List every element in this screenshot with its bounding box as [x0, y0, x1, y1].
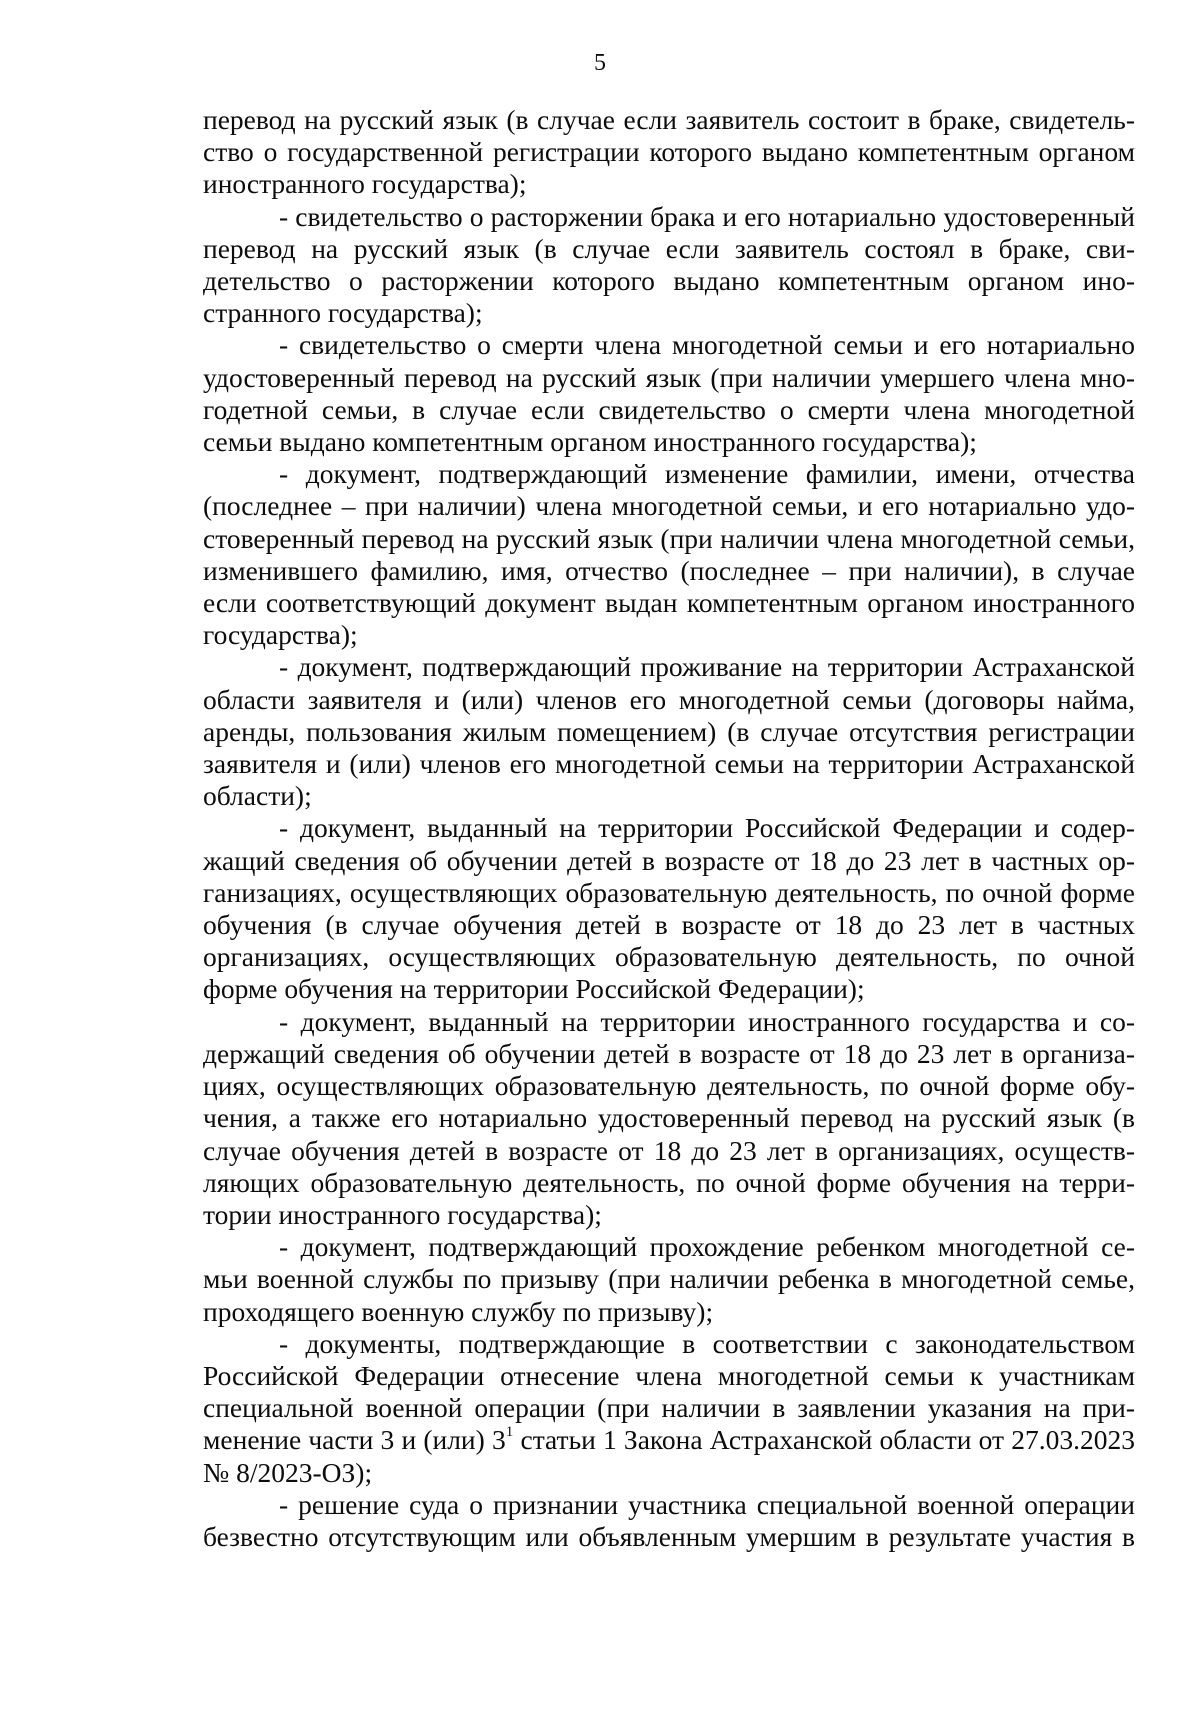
paragraph-residence-document: - документ, подтверждающий проживание на территории Астраханской области заявителя и (или) членов его многодетной семьи (договоры найма, аренды, пользования жилым помещением) (в случае отсутствия регистрации заявителя и (или) членов его многодетной семьи на территории Астраханской области); — [203, 651, 1135, 812]
paragraph-education-russia: - документ, выданный на территории Российской Федерации и содержащий сведения об обучении детей в возрасте от 18 до 23 лет в частных организациях, осуществляющих образовательную деятельность, по очной форме обучения (в случае обучения детей в возрасте от 18 до 23 лет в частных организациях, осуществляющих образовательную деятельность, по очной форме обучения на территории Российской Федерации); — [203, 812, 1135, 1005]
page-number: 5 — [594, 50, 606, 76]
paragraph-military-service: - документ, подтверждающий прохождение ребенком многодетной семьи военной службы по призыву (при наличии ребенка в многодетной семье, проходящего военную службу по призыву); — [203, 1231, 1135, 1327]
superscript-one: 1 — [505, 1424, 514, 1441]
paragraph-divorce-certificate: - свидетельство о расторжении брака и его нотариально удостоверенный перевод на русский язык (в случае если заявитель состоял в браке, свидетельство о расторжении которого выдано компетентным органом иностранного государства); — [203, 200, 1135, 329]
paragraph-sup-after: статьи 1 Закона Астраханской области от 27.03.2023 № 8/2023-ОЗ); — [203, 1424, 1135, 1488]
paragraph-sup-before: - документы, подтверждающие в соответствии с законодательством Российской Федерации отнесение члена многодетной семьи к участникам специальной военной операции (при наличии в заявлении указания на применение части 3 и (или) 3 — [203, 1327, 1135, 1456]
paragraph-special-operation-documents — [203, 1328, 1135, 1489]
paragraph-education-foreign: - документ, выданный на территории иностранного государства и содержащий сведения об обучении детей в возрасте от 18 до 23 лет в организациях, осуществляющих образовательную деятельность, по очной форме обучения, а также его нотариально удостоверенный перевод на русский язык (в случае обучения детей в возрасте от 18 до 23 лет в организациях, осуществляющих образовательную деятельность, по очной форме обучения на территории иностранного государства); — [203, 1005, 1135, 1230]
paragraph-death-certificate: - свидетельство о смерти члена многодетной семьи и его нотариально удостоверенный перевод на русский язык (при наличии умершего члена многодетной семьи, в случае если свидетельство о смерти члена многодетной семьи выдано компетентным органом иностранного государства); — [203, 329, 1135, 458]
document-body — [203, 104, 1135, 1553]
paragraph-name-change-document: - документ, подтверждающий изменение фамилии, имени, отчества (последнее – при наличии) члена многодетной семьи, и его нотариально удостоверенный перевод на русский язык (при наличии члена многодетной семьи, изменившего фамилию, имя, отчество (последнее – при наличии), в случае если соответствующий документ выдан компетентным органом иностранного государства); — [203, 458, 1135, 651]
paragraph-translation-marriage: перевод на русский язык (в случае если заявитель состоит в браке, свидетельство о государственной регистрации которого выдано компетентным органом иностранного государства); — [203, 104, 1135, 200]
paragraph-court-decision: - решение суда о признании участника специальной военной операции безвестно отсутствующим или объявленным умершим в результате участия в — [203, 1488, 1135, 1552]
